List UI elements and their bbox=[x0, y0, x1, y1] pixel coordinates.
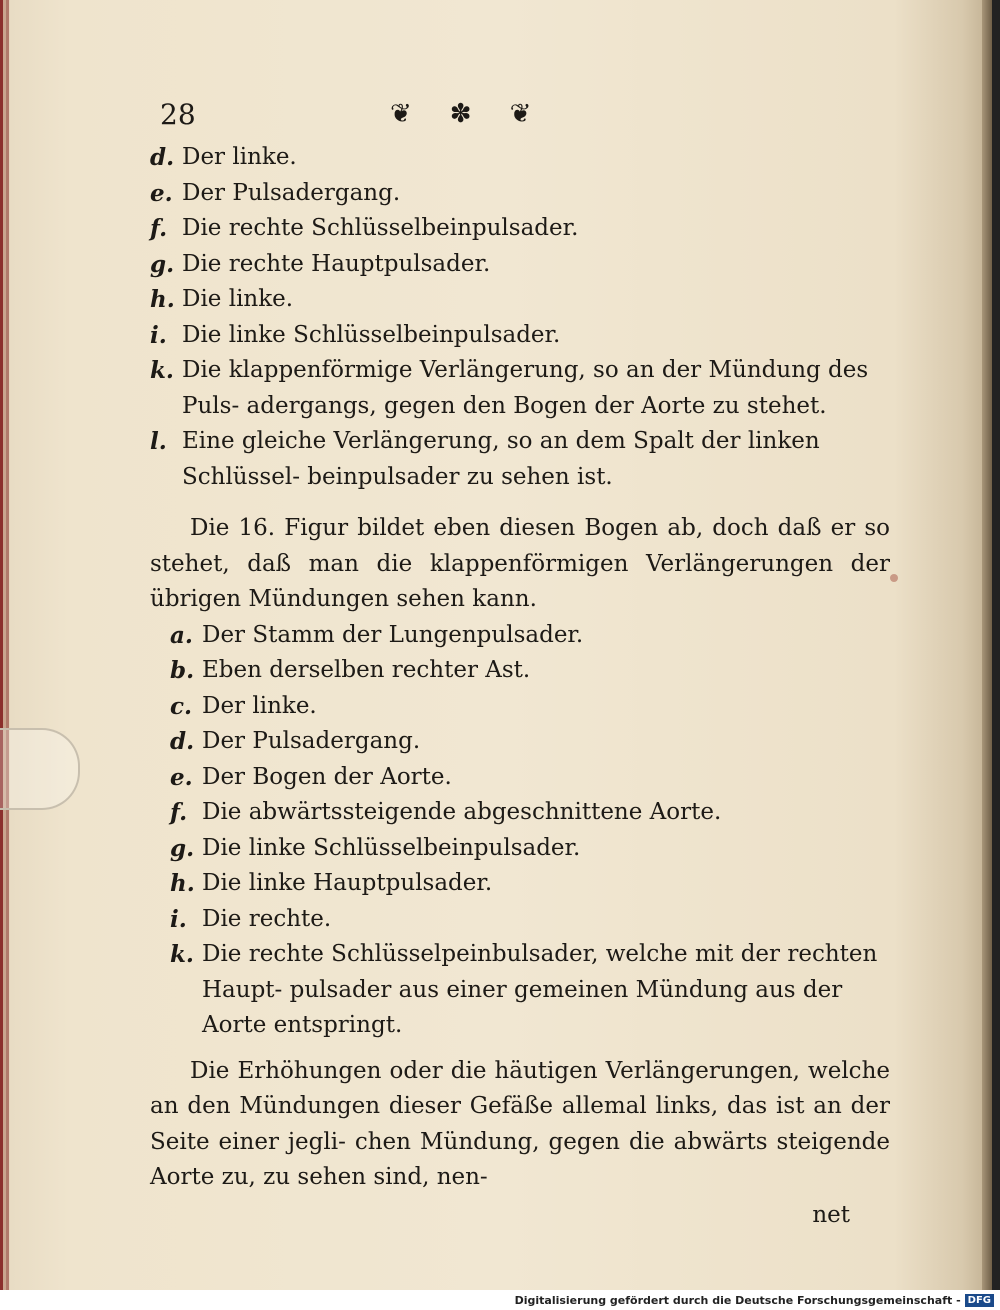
list-item bbox=[170, 902, 890, 938]
page-text bbox=[150, 92, 890, 1233]
dfg-logo: DFG bbox=[965, 1294, 994, 1307]
item-text: Die rechte. bbox=[202, 905, 332, 932]
item-letter: d. bbox=[170, 728, 195, 755]
item-text: Die rechte Schlüsselpeinbulsader, welche mit der rechten Haupt- pulsader aus einer gemeinen Mündung aus der Aorte entspringt. bbox=[202, 941, 878, 1038]
page-header bbox=[150, 92, 890, 138]
item-letter: a. bbox=[170, 621, 193, 649]
item-text: Der linke. bbox=[202, 692, 317, 719]
second-list bbox=[150, 618, 890, 1044]
list-item bbox=[150, 140, 890, 176]
item-letter: h. bbox=[170, 870, 195, 897]
paper-stain bbox=[890, 574, 898, 582]
list-item bbox=[170, 866, 890, 902]
item-letter: b. bbox=[170, 657, 195, 684]
item-text: Der Pulsadergang. bbox=[182, 179, 401, 206]
item-letter: k. bbox=[150, 357, 174, 384]
list-item bbox=[170, 724, 890, 760]
paragraph: Die 16. Figur bildet eben diesen Bogen ab, doch daß er so stehet, daß man die klappenförmigen Verlängerungen der übrigen Mündungen sehen kann. bbox=[150, 515, 890, 612]
item-text: Die linke Schlüsselbeinpulsader. bbox=[202, 834, 581, 861]
item-letter: k. bbox=[170, 941, 194, 968]
digitization-footer bbox=[0, 1290, 1000, 1310]
item-text: Die klappenförmige Verlängerung, so an der Mündung des Puls- adergangs, gegen den Bogen der Aorte zu stehet. bbox=[182, 357, 869, 419]
page-gutter-shadow bbox=[982, 0, 992, 1290]
list-item bbox=[170, 689, 890, 725]
item-letter: f. bbox=[170, 799, 188, 826]
item-text: Eine gleiche Verlängerung, so an dem Spalt der linken Schlüssel- beinpulsader zu sehen ist. bbox=[182, 428, 820, 490]
item-text: Die abwärtssteigende abgeschnittene Aorte. bbox=[202, 799, 722, 825]
catchword: net bbox=[812, 1201, 850, 1228]
ornament-right-icon: ❦ bbox=[509, 99, 534, 130]
item-text: Die rechte Schlüsselbeinpulsader. bbox=[182, 215, 579, 241]
first-list bbox=[150, 140, 890, 495]
bookmark-tab bbox=[0, 728, 80, 810]
list-item bbox=[150, 211, 890, 247]
item-letter: e. bbox=[170, 763, 193, 791]
item-letter: f. bbox=[150, 215, 168, 242]
list-item bbox=[150, 247, 890, 283]
header-ornament bbox=[390, 97, 533, 133]
item-text: Die linke Hauptpulsader. bbox=[202, 870, 493, 896]
item-letter: i. bbox=[150, 321, 167, 349]
item-text: Der Bogen der Aorte. bbox=[202, 763, 452, 790]
item-text: Der Pulsadergang. bbox=[202, 728, 421, 754]
item-letter: e. bbox=[150, 179, 173, 207]
list-item bbox=[150, 282, 890, 318]
item-text: Die rechte Hauptpulsader. bbox=[182, 250, 491, 277]
item-text: Der Stamm der Lungenpulsader. bbox=[202, 621, 584, 648]
item-letter: d. bbox=[150, 144, 175, 171]
item-letter: l. bbox=[150, 428, 167, 455]
item-letter: h. bbox=[150, 286, 175, 313]
item-letter: i. bbox=[170, 905, 187, 933]
list-item bbox=[170, 937, 890, 1044]
item-letter: g. bbox=[150, 250, 175, 278]
item-text: Der linke. bbox=[182, 144, 297, 170]
item-letter: g. bbox=[170, 834, 195, 862]
list-item bbox=[150, 424, 890, 495]
list-item bbox=[170, 618, 890, 654]
list-item bbox=[150, 318, 890, 354]
list-item bbox=[170, 653, 890, 689]
list-item bbox=[170, 831, 890, 867]
ornament-left-icon: ❦ bbox=[390, 99, 414, 130]
item-text: Die linke Schlüsselbeinpulsader. bbox=[182, 321, 561, 348]
ornament-center-icon: ✽ bbox=[449, 99, 474, 130]
item-text: Die linke. bbox=[182, 286, 294, 312]
list-item bbox=[150, 353, 890, 424]
list-item bbox=[170, 795, 890, 831]
item-letter: c. bbox=[170, 692, 193, 720]
paragraph: Die Erhöhungen oder die häutigen Verlängerungen, welche an den Mündungen dieser Gefäße allemal links, das ist an der Seite einer jegli- chen Mündung, gegen die abwärts steigende Aorte zu, zu sehen sind, nen- bbox=[150, 1057, 890, 1190]
page-number: 28 bbox=[160, 98, 196, 132]
footer-credit: Digitalisierung gefördert durch die Deutsche Forschungsgemeinschaft - bbox=[514, 1293, 961, 1307]
list-item bbox=[150, 176, 890, 212]
list-item bbox=[170, 760, 890, 796]
item-text: Eben derselben rechter Ast. bbox=[202, 657, 531, 683]
